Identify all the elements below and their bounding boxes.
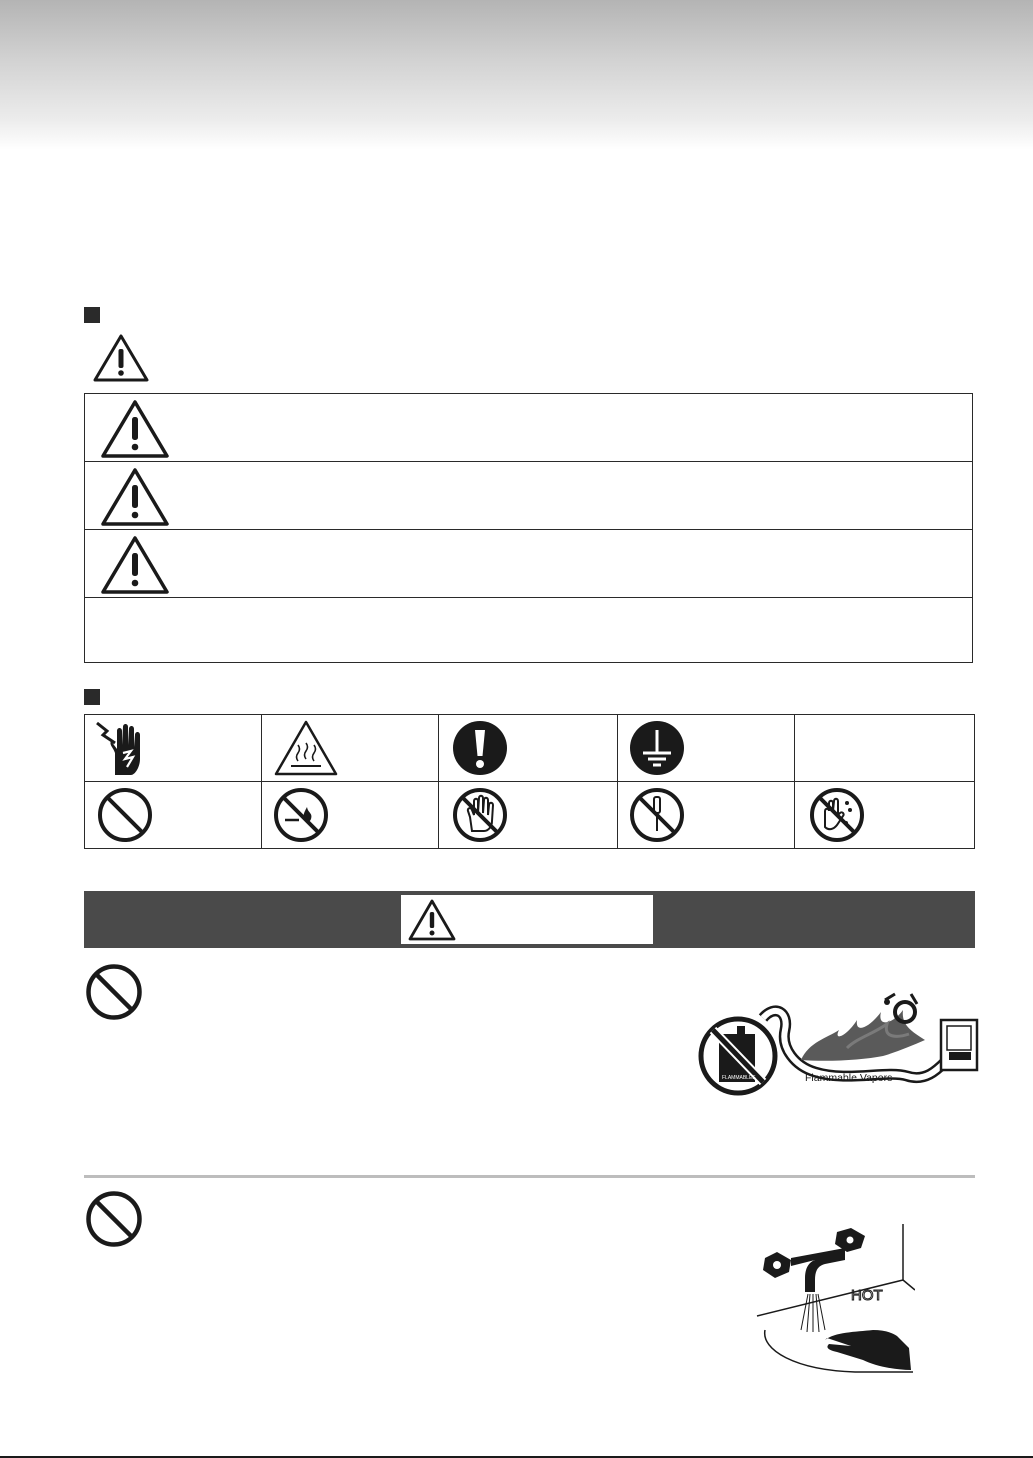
electric-shock-hand-icon: [93, 719, 149, 777]
signal-row-notice: [85, 598, 972, 662]
prohibition-icon: [97, 787, 153, 843]
warning-alert-icon: [407, 898, 457, 942]
safety-alert-icon: [92, 333, 150, 383]
symbol-cell-no-wet-hands: [795, 782, 974, 848]
warning-alert-icon: [100, 467, 170, 527]
caution-alert-icon: [100, 535, 170, 595]
hot-water-faucet-illustration: [755, 1220, 915, 1380]
symbol-cell-prohibition: [85, 782, 261, 848]
ground-icon: [629, 720, 685, 776]
section-marker-symbols: [84, 689, 100, 705]
signal-row-warning: [85, 462, 972, 530]
do-not-touch-icon: [452, 787, 508, 843]
warning-banner: [84, 891, 975, 948]
symbol-cell-empty: [795, 715, 974, 781]
symbol-cell-electric-shock: [85, 715, 261, 781]
prohibition-icon: [85, 963, 143, 1021]
prohibition-icon: [85, 1190, 143, 1248]
symbol-cell-hot-surface: [262, 715, 438, 781]
header-band: [0, 0, 1033, 150]
flammable-vapors-illustration: [697, 990, 981, 1098]
symbol-cell-no-touch: [439, 782, 617, 848]
signal-row-danger: [85, 394, 972, 462]
symbol-cell-no-flame: [262, 782, 438, 848]
signal-words-table: [84, 393, 973, 663]
signal-row-caution: [85, 530, 972, 598]
do-not-disassemble-icon: [629, 787, 685, 843]
no-wet-hands-icon: [809, 787, 865, 843]
flammables-label: FLAMMABLES: [722, 1075, 756, 1081]
warning-banner-label-box: [401, 895, 653, 944]
danger-alert-icon: [100, 399, 170, 459]
symbol-cell-mandatory: [439, 715, 617, 781]
symbol-cell-no-disassemble: [618, 782, 794, 848]
flammable-vapors-label: Flammable Vapors: [805, 1072, 893, 1084]
hot-surface-icon: [273, 719, 339, 777]
section-marker-signal-words: [84, 307, 100, 323]
mandatory-exclamation-icon: [452, 720, 508, 776]
section-divider: [84, 1175, 975, 1178]
symbol-cell-ground: [618, 715, 794, 781]
no-open-flame-icon: [273, 787, 329, 843]
hot-label: HOT: [851, 1287, 883, 1304]
symbols-table: [84, 714, 975, 849]
